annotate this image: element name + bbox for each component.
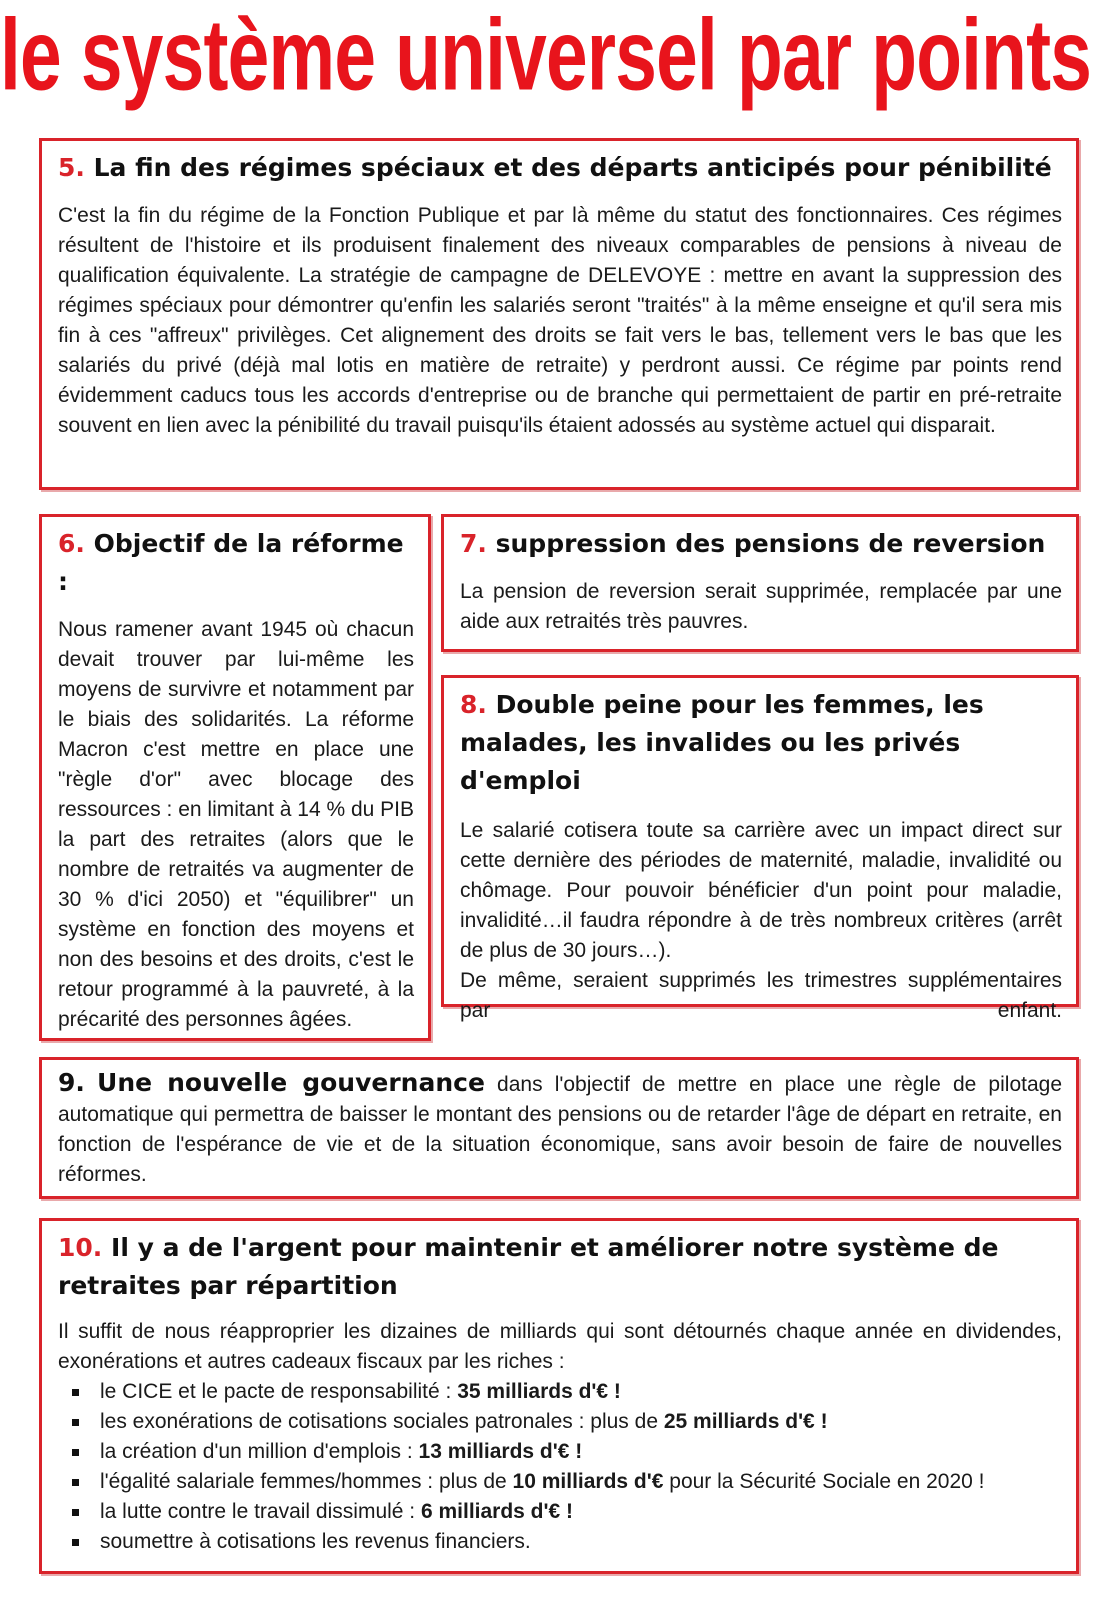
section-6 [39, 514, 431, 1041]
section-9-number: 9. [58, 1068, 85, 1097]
section-5 [39, 138, 1079, 490]
funding-list [58, 1377, 1062, 1557]
section-7-number: 7. [460, 529, 487, 558]
bullet-icon [72, 1419, 79, 1426]
section-10-intro: Il suffit de nous réapproprier les dizaines de milliards qui sont détournés chaque année en dividendes, exonérations et autres cadeaux fiscaux par les riches : [58, 1320, 1062, 1373]
section-8-heading [460, 686, 1062, 800]
section-5-number: 5. [58, 153, 85, 182]
section-5-text: C'est la fin du régime de la Fonction Publique et par là même du statut des fonctionnaires. Ces régimes résultent de l'histoire et ils produisent finalement des niveaux comparables de pensions à niveau de qualification équivalente. La stratégie de campagne de DELEVOYE : mettre en avant la suppression des régimes spéciaux pour démontrer qu'enfin les salariés seront "traités" à la même enseigne et qu'il sera mis fin à ces "affreux" privilèges. Cet alignement des droits se fait vers le bas, tellement vers le bas que les salariés du privé (déjà mal lotis en matière de retraite) y perdront aussi. Ce régime par points rend évidemment caducs tous les accords d'entreprise ou de branche qui permettaient de partir en pré-retraite souvent en lien avec la pénibilité du travail puisqu'ils étaient adossés au système actuel qui disparait. [58, 204, 1062, 437]
bullet-icon [72, 1479, 79, 1486]
bullet-icon [72, 1509, 79, 1516]
section-9-text: dans l'objectif de mettre en place une règle de pilotage automatique qui permettra de baisser le montant des pensions ou de retarder l'âge de départ en retraite, en fonction de l'espérance de vie et de la situation économique, sans avoir besoin de faire de nouvelles réformes. [58, 1073, 1062, 1186]
list-item: soumettre à cotisations les revenus financiers. [58, 1527, 1062, 1557]
list-item: la création d'un million d'emplois : 13 milliards d'€ ! [58, 1437, 1062, 1467]
section-8-number: 8. [460, 690, 487, 719]
section-10 [39, 1218, 1079, 1574]
list-item: l'égalité salariale femmes/hommes : plus de 10 milliards d'€ pour la Sécurité Sociale en 2020 ! [58, 1467, 1062, 1497]
section-7-heading [460, 525, 1062, 563]
section-6-heading [58, 525, 414, 601]
list-item: les exonérations de cotisations sociales patronales : plus de 25 milliards d'€ ! [58, 1407, 1062, 1437]
section-7-heading-text: suppression des pensions de reversion [495, 529, 1046, 558]
section-9-text-block [58, 1068, 1062, 1190]
bullet-icon [72, 1449, 79, 1456]
list-item: le CICE et le pacte de responsabilité : 35 milliards d'€ ! [58, 1377, 1062, 1407]
section-10-number: 10. [58, 1233, 103, 1262]
section-5-heading-text: La fin des régimes spéciaux et des départs anticipés pour pénibilité [93, 153, 1052, 182]
section-5-heading [58, 149, 1062, 187]
section-7-text: La pension de reversion serait supprimée, remplacée par une aide aux retraités très pauvres. [460, 580, 1062, 633]
list-item: la lutte contre le travail dissimulé : 6 milliards d'€ ! [58, 1497, 1062, 1527]
section-8-text-2: De même, seraient supprimés les trimestres supplémentaires par enfant. [460, 969, 1062, 1022]
section-7 [441, 514, 1079, 652]
bullet-icon [72, 1389, 79, 1396]
bullet-icon [72, 1539, 79, 1546]
section-6-number: 6. [58, 529, 85, 558]
section-9 [39, 1057, 1079, 1199]
section-9-heading: Une nouvelle gouvernance [97, 1068, 485, 1097]
section-10-heading [58, 1229, 1062, 1305]
section-6-heading-text: Objectif de la réforme : [58, 529, 404, 596]
section-8 [441, 675, 1079, 1022]
section-6-text: Nous ramener avant 1945 où chacun devait trouver par lui-même les moyens de survivre et notamment par le biais des solidarités. La réforme Macron c'est mettre en place une "règle d'or" avec blocage des ressources : en limitant à 14 % du PIB la part des retraites (alors que le nombre de retraités va augmenter de 30 % d'ici 2050) et "équilibrer" un système en fonction des moyens et non des besoins et des droits, c'est le retour programmé à la pauvreté, à la précarité des personnes âgées. [58, 618, 415, 1031]
section-10-heading-text: Il y a de l'argent pour maintenir et améliorer notre système de retraites par répartition [58, 1233, 999, 1300]
section-8-text: Le salarié cotisera toute sa carrière avec un impact direct sur cette dernière des périodes de maternité, maladie, invalidité ou chômage. Pour pouvoir bénéficier d'un point pour maladie, invalidité…il faudra répondre à de très nombreux critères (arrêt de plus de 30 jours…). [460, 819, 1062, 962]
section-8-heading-text: Double peine pour les femmes, les malades, les invalides ou les privés d'emploi [460, 690, 984, 795]
page-title: le système universel par points [0, 0, 1092, 112]
